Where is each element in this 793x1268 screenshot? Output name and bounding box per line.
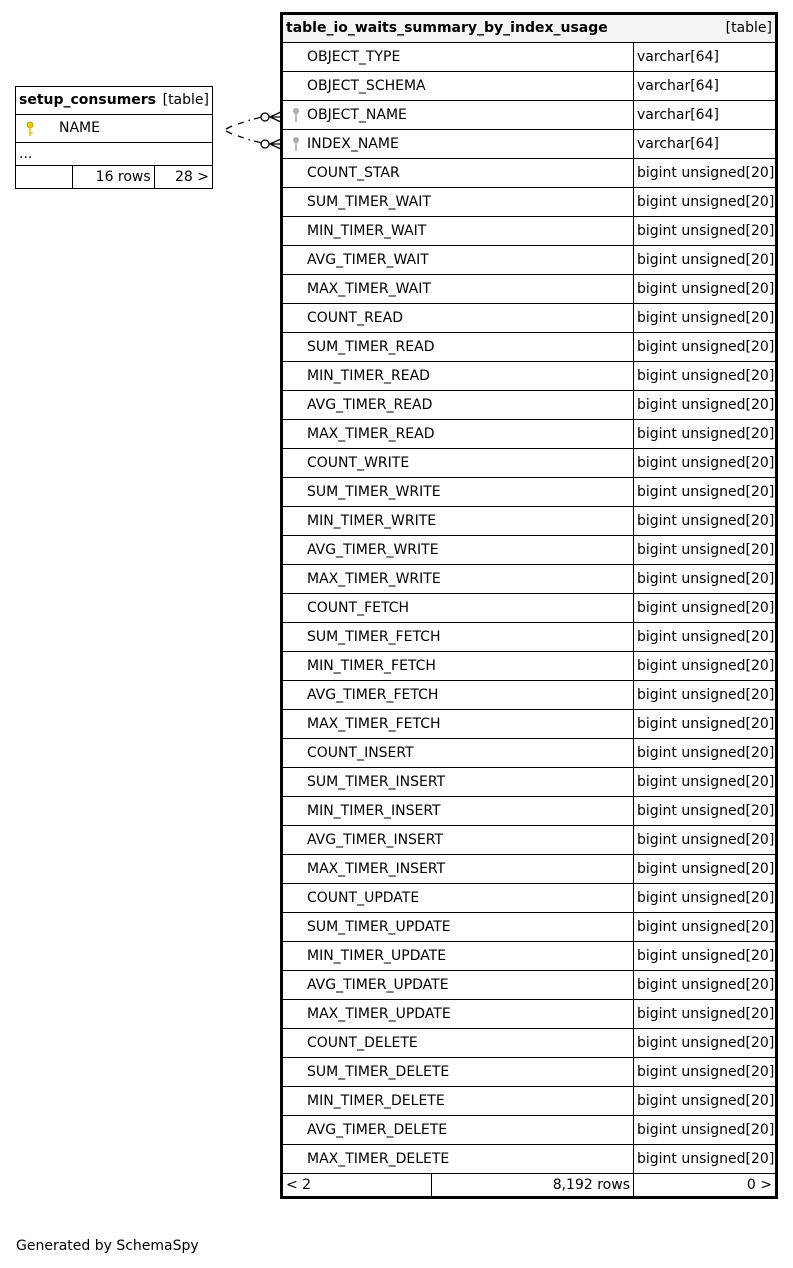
side-table-key-column: NAME — [59, 120, 100, 136]
column-name: MIN_TIMER_READ — [307, 368, 430, 384]
table-row[interactable] — [282, 362, 777, 391]
zero-many-marker-object-name — [261, 113, 269, 121]
column-type: bigint unsigned[20] — [634, 391, 777, 420]
foreign-key-icon — [291, 136, 301, 152]
side-table-children-link[interactable]: 28 > — [154, 166, 212, 189]
main-table-parents-link[interactable]: < 2 — [282, 1174, 432, 1198]
table-row[interactable] — [282, 1116, 777, 1145]
column-type: bigint unsigned[20] — [634, 913, 777, 942]
column-type: varchar[64] — [634, 43, 777, 72]
table-row[interactable] — [282, 275, 777, 304]
column-name-cell[interactable] — [282, 478, 634, 507]
table-row[interactable] — [282, 536, 777, 565]
main-table-columns — [282, 43, 777, 1174]
column-name-cell[interactable] — [282, 333, 634, 362]
column-name: SUM_TIMER_UPDATE — [307, 919, 451, 935]
column-name-cell[interactable] — [282, 739, 634, 768]
column-name: SUM_TIMER_DELETE — [307, 1064, 450, 1080]
column-type: bigint unsigned[20] — [634, 304, 777, 333]
column-name-cell[interactable] — [282, 72, 634, 101]
column-type: bigint unsigned[20] — [634, 536, 777, 565]
table-row[interactable] — [282, 333, 777, 362]
column-name-cell[interactable] — [282, 420, 634, 449]
column-type: bigint unsigned[20] — [634, 1116, 777, 1145]
column-name: MIN_TIMER_DELETE — [307, 1093, 445, 1109]
column-name-cell[interactable] — [282, 1145, 634, 1174]
side-table-title: setup_consumers — [19, 92, 157, 108]
column-name-cell[interactable] — [282, 1087, 634, 1116]
main-table-header[interactable] — [282, 14, 777, 43]
column-name-cell[interactable] — [282, 1116, 634, 1145]
column-type: bigint unsigned[20] — [634, 942, 777, 971]
column-name-cell[interactable] — [282, 971, 634, 1000]
column-name: SUM_TIMER_FETCH — [307, 629, 441, 645]
column-type: bigint unsigned[20] — [634, 362, 777, 391]
generated-by-footer: Generated by SchemaSpy — [16, 1238, 199, 1254]
table-row[interactable] — [282, 768, 777, 797]
column-name: COUNT_UPDATE — [307, 890, 420, 906]
column-name-cell[interactable] — [282, 652, 634, 681]
column-type: bigint unsigned[20] — [634, 565, 777, 594]
column-name-cell[interactable] — [282, 623, 634, 652]
column-type: varchar[64] — [634, 130, 777, 159]
column-name: SUM_TIMER_WAIT — [307, 194, 431, 210]
column-type: bigint unsigned[20] — [634, 507, 777, 536]
table-row[interactable] — [282, 623, 777, 652]
column-type: varchar[64] — [634, 72, 777, 101]
relationship-line-index-name — [238, 136, 250, 140]
column-name-cell[interactable] — [282, 565, 634, 594]
column-name-cell[interactable] — [282, 246, 634, 275]
column-type: bigint unsigned[20] — [634, 159, 777, 188]
column-name: SUM_TIMER_WRITE — [307, 484, 441, 500]
column-name: MAX_TIMER_READ — [307, 426, 435, 442]
column-name: AVG_TIMER_WAIT — [307, 252, 429, 268]
column-name: COUNT_STAR — [307, 165, 400, 181]
column-name: COUNT_INSERT — [307, 745, 414, 761]
main-table-row-count: 8,192 rows — [432, 1174, 634, 1198]
side-table-column-name[interactable] — [16, 115, 213, 143]
setup-consumers-table[interactable] — [15, 86, 213, 189]
io-waits-summary-table[interactable] — [280, 12, 778, 1199]
table-row[interactable] — [282, 739, 777, 768]
column-type: bigint unsigned[20] — [634, 420, 777, 449]
side-table-kind: [table] — [162, 92, 209, 108]
column-name-cell[interactable] — [282, 826, 634, 855]
column-type: bigint unsigned[20] — [634, 971, 777, 1000]
table-row[interactable] — [282, 710, 777, 739]
column-name-cell[interactable] — [282, 536, 634, 565]
column-name-cell[interactable] — [282, 594, 634, 623]
table-row[interactable] — [282, 594, 777, 623]
table-row[interactable] — [282, 159, 777, 188]
column-name: AVG_TIMER_READ — [307, 397, 433, 413]
column-name-cell[interactable] — [282, 768, 634, 797]
column-name: MIN_TIMER_FETCH — [307, 658, 436, 674]
column-type: bigint unsigned[20] — [634, 449, 777, 478]
column-type: bigint unsigned[20] — [634, 246, 777, 275]
foreign-key-icon — [291, 107, 301, 123]
column-name: MIN_TIMER_INSERT — [307, 803, 441, 819]
column-name-cell[interactable] — [282, 362, 634, 391]
table-row[interactable] — [282, 1087, 777, 1116]
primary-key-icon — [25, 121, 35, 137]
column-name-cell[interactable] — [282, 275, 634, 304]
column-type: bigint unsigned[20] — [634, 710, 777, 739]
column-name-cell[interactable] — [282, 884, 634, 913]
column-name-cell[interactable] — [282, 1029, 634, 1058]
column-name: SUM_TIMER_READ — [307, 339, 435, 355]
relationship-line-object-name-start — [226, 126, 232, 129]
relationship-line-index-name-start — [226, 131, 232, 134]
table-row[interactable] — [282, 1000, 777, 1029]
column-name-cell[interactable] — [282, 797, 634, 826]
table-row[interactable] — [282, 884, 777, 913]
table-row[interactable] — [282, 826, 777, 855]
column-type: bigint unsigned[20] — [634, 478, 777, 507]
column-name: AVG_TIMER_INSERT — [307, 832, 444, 848]
column-name: COUNT_READ — [307, 310, 403, 326]
column-name-cell[interactable] — [282, 681, 634, 710]
column-name: AVG_TIMER_WRITE — [307, 542, 439, 558]
table-row[interactable] — [282, 449, 777, 478]
column-name-cell[interactable] — [282, 1058, 634, 1087]
column-name: MAX_TIMER_UPDATE — [307, 1006, 451, 1022]
table-row[interactable] — [282, 797, 777, 826]
column-type: bigint unsigned[20] — [634, 594, 777, 623]
column-name-cell[interactable] — [282, 43, 634, 72]
column-name-cell[interactable] — [282, 159, 634, 188]
column-name: MAX_TIMER_WAIT — [307, 281, 431, 297]
column-name: SUM_TIMER_INSERT — [307, 774, 446, 790]
table-row[interactable] — [282, 101, 777, 130]
table-row[interactable] — [282, 246, 777, 275]
column-type: bigint unsigned[20] — [634, 884, 777, 913]
column-name: AVG_TIMER_DELETE — [307, 1122, 448, 1138]
column-type: bigint unsigned[20] — [634, 1029, 777, 1058]
column-type: bigint unsigned[20] — [634, 797, 777, 826]
table-row[interactable] — [282, 43, 777, 72]
column-type: varchar[64] — [634, 101, 777, 130]
table-row[interactable] — [282, 1058, 777, 1087]
column-type: bigint unsigned[20] — [634, 739, 777, 768]
column-name-cell[interactable] — [282, 1000, 634, 1029]
column-type: bigint unsigned[20] — [634, 1058, 777, 1087]
relationship-line-object-name — [238, 120, 250, 124]
table-row[interactable] — [282, 913, 777, 942]
main-table-title: table_io_waits_summary_by_index_usage — [286, 20, 608, 36]
column-name-cell[interactable] — [282, 507, 634, 536]
column-name-cell[interactable] — [282, 913, 634, 942]
table-row[interactable] — [282, 855, 777, 884]
column-name-cell[interactable] — [282, 217, 634, 246]
table-row[interactable] — [282, 72, 777, 101]
column-type: bigint unsigned[20] — [634, 826, 777, 855]
table-row[interactable] — [282, 652, 777, 681]
column-type: bigint unsigned[20] — [634, 681, 777, 710]
column-type: bigint unsigned[20] — [634, 188, 777, 217]
column-name: MAX_TIMER_FETCH — [307, 716, 441, 732]
table-row[interactable] — [282, 1029, 777, 1058]
column-name: MIN_TIMER_WAIT — [307, 223, 427, 239]
setup-consumers-header[interactable] — [16, 87, 213, 115]
column-name: COUNT_FETCH — [307, 600, 409, 616]
column-name: AVG_TIMER_FETCH — [307, 687, 439, 703]
column-name: OBJECT_SCHEMA — [307, 78, 426, 94]
table-row[interactable] — [282, 420, 777, 449]
column-name: MIN_TIMER_UPDATE — [307, 948, 447, 964]
column-name: COUNT_WRITE — [307, 455, 410, 471]
table-row[interactable] — [282, 942, 777, 971]
side-table-row-count: 16 rows — [73, 166, 154, 189]
column-type: bigint unsigned[20] — [634, 275, 777, 304]
column-type: bigint unsigned[20] — [634, 652, 777, 681]
column-name: COUNT_DELETE — [307, 1035, 418, 1051]
column-name-cell[interactable] — [282, 101, 634, 130]
column-type: bigint unsigned[20] — [634, 217, 777, 246]
column-type: bigint unsigned[20] — [634, 855, 777, 884]
side-table-footer-parents — [16, 166, 73, 189]
table-row[interactable] — [282, 188, 777, 217]
column-type: bigint unsigned[20] — [634, 768, 777, 797]
table-row[interactable] — [282, 681, 777, 710]
column-name-cell[interactable] — [282, 855, 634, 884]
table-row[interactable] — [282, 565, 777, 594]
column-name: MIN_TIMER_WRITE — [307, 513, 437, 529]
table-row[interactable] — [282, 130, 777, 159]
table-row[interactable] — [282, 1145, 777, 1174]
side-table-more: ... — [16, 143, 213, 166]
column-name: OBJECT_NAME — [307, 107, 407, 123]
column-name: MAX_TIMER_DELETE — [307, 1151, 450, 1167]
column-name-cell[interactable] — [282, 449, 634, 478]
column-type: bigint unsigned[20] — [634, 1087, 777, 1116]
main-table-kind: [table] — [725, 20, 772, 36]
column-name: AVG_TIMER_UPDATE — [307, 977, 449, 993]
column-name: MAX_TIMER_WRITE — [307, 571, 441, 587]
column-type: bigint unsigned[20] — [634, 623, 777, 652]
table-row[interactable] — [282, 217, 777, 246]
column-name-cell[interactable] — [282, 188, 634, 217]
column-name-cell[interactable] — [282, 710, 634, 739]
column-name-cell[interactable] — [282, 391, 634, 420]
column-name-cell[interactable] — [282, 130, 634, 159]
column-name: OBJECT_TYPE — [307, 49, 401, 65]
table-row[interactable] — [282, 507, 777, 536]
column-name: MAX_TIMER_INSERT — [307, 861, 446, 877]
zero-many-marker-index-name — [261, 140, 269, 148]
column-name-cell[interactable] — [282, 304, 634, 333]
table-row[interactable] — [282, 478, 777, 507]
table-row[interactable] — [282, 971, 777, 1000]
table-row[interactable] — [282, 391, 777, 420]
column-type: bigint unsigned[20] — [634, 333, 777, 362]
column-name-cell[interactable] — [282, 942, 634, 971]
main-table-children-link[interactable]: 0 > — [634, 1174, 777, 1198]
column-name: INDEX_NAME — [307, 136, 399, 152]
column-type: bigint unsigned[20] — [634, 1000, 777, 1029]
table-row[interactable] — [282, 304, 777, 333]
column-type: bigint unsigned[20] — [634, 1145, 777, 1174]
